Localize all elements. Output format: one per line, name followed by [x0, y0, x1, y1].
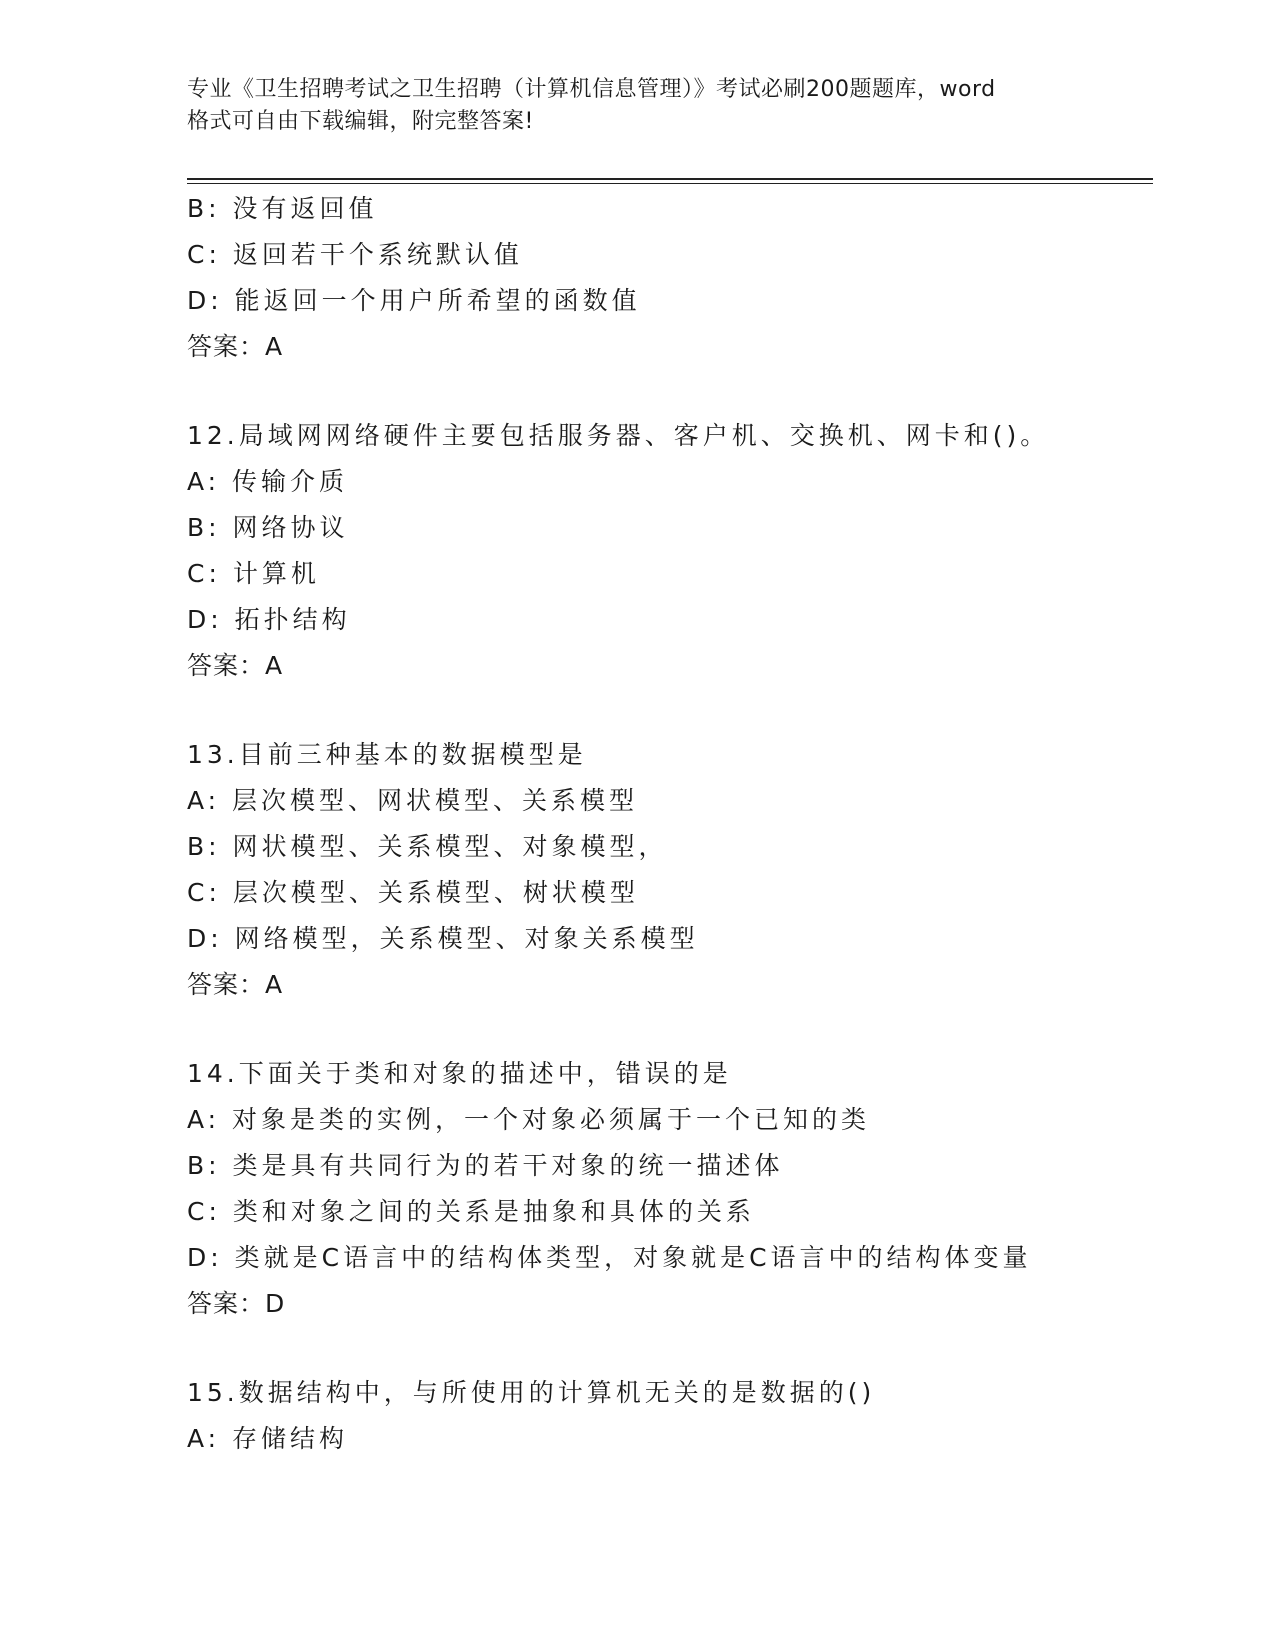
answer-line: 答案：A [187, 651, 284, 680]
option-c: C: 计算机 [187, 559, 320, 588]
option-d: D: 类就是C语言中的结构体类型，对象就是C语言中的结构体变量 [187, 1243, 1032, 1272]
option-c: C: 返回若干个系统默认值 [187, 240, 523, 269]
question-text: 15.数据结构中，与所使用的计算机无关的是数据的() [187, 1378, 876, 1407]
question-list [187, 186, 1167, 1462]
question-11 [187, 186, 1167, 370]
header-line-1: 专业《卫生招聘考试之卫生招聘（计算机信息管理）》考试必刷200题题库，word [187, 77, 996, 102]
option-b: B: 类是具有共同行为的若干对象的统一描述体 [187, 1151, 784, 1180]
option-a: A: 传输介质 [187, 467, 349, 496]
question-text: 14.下面关于类和对象的描述中，错误的是 [187, 1059, 732, 1088]
question-14 [187, 1051, 1167, 1327]
option-a: A: 对象是类的实例，一个对象必须属于一个已知的类 [187, 1105, 871, 1134]
option-b: B: 网状模型、关系模型、对象模型， [187, 832, 668, 861]
question-15 [187, 1370, 1167, 1462]
header-divider-thin [187, 183, 1153, 184]
option-b: B: 没有返回值 [187, 194, 378, 223]
option-c: C: 层次模型、关系模型、树状模型 [187, 878, 639, 907]
option-d: D: 网络模型，关系模型、对象关系模型 [187, 924, 699, 953]
option-c: C: 类和对象之间的关系是抽象和具体的关系 [187, 1197, 755, 1226]
question-12 [187, 413, 1167, 689]
option-a: A: 层次模型、网状模型、关系模型 [187, 786, 639, 815]
header-divider-thick [187, 178, 1153, 180]
answer-line: 答案：D [187, 1289, 286, 1318]
question-13 [187, 732, 1167, 1008]
question-text: 13.目前三种基本的数据模型是 [187, 740, 587, 769]
question-text: 12.局域网网络硬件主要包括服务器、客户机、交换机、网卡和()。 [187, 421, 1050, 450]
option-a: A: 存储结构 [187, 1424, 349, 1453]
header-line-2: 格式可自由下载编辑，附完整答案! [187, 109, 534, 134]
answer-line: 答案：A [187, 970, 284, 999]
answer-line: 答案：A [187, 332, 284, 361]
option-d: D: 能返回一个用户所希望的函数值 [187, 286, 641, 315]
option-d: D: 拓扑结构 [187, 605, 351, 634]
document-header [187, 74, 1087, 138]
option-b: B: 网络协议 [187, 513, 349, 542]
